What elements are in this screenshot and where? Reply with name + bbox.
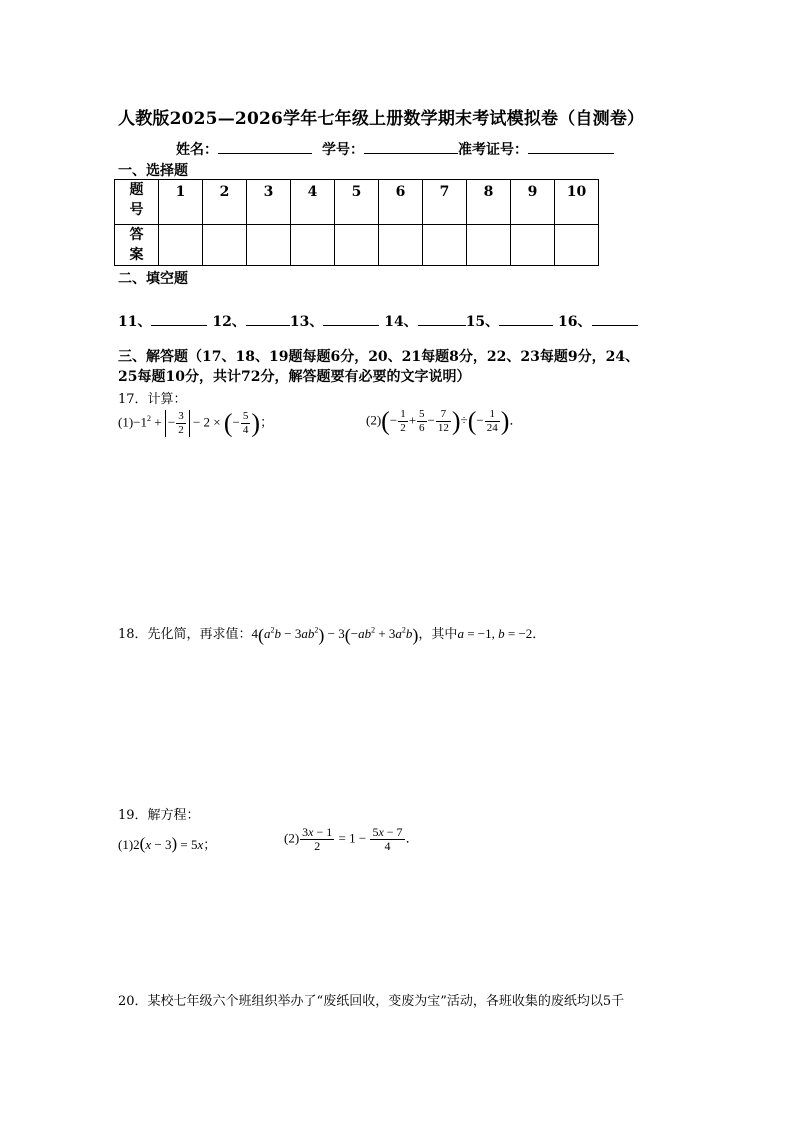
name-blank[interactable] [218, 139, 312, 154]
q17-label: 17．计算： [118, 392, 187, 407]
q19-label: 19．解方程： [118, 808, 200, 823]
fill-label-12: 12、 [212, 314, 246, 330]
fill-blank-11[interactable] [151, 313, 207, 326]
page-title: 人教版2025—2026学年七年级上册数学期末考试模拟卷（自测卷） [118, 109, 645, 129]
answer-cell[interactable] [247, 225, 291, 266]
fill-label-14: 14、 [384, 314, 418, 330]
q17-part2: (2)(− $\frac{1}{2}$ + $\frac{5}{6}$ − $\frac{7}{12}$ )÷(− $\frac{1}{24}$ )． [366, 406, 523, 436]
number-cell: 8 [467, 180, 511, 225]
section-solve-heading-line1: 三、解答题（17、18、19题每题6分，20、21每题8分，22、23每题9分，24、 [118, 349, 640, 365]
id-field [322, 139, 614, 159]
fill-blank-16[interactable] [592, 313, 638, 326]
number-cell: 2 [203, 180, 247, 225]
number-cell: 7 [423, 180, 467, 225]
answer-cell[interactable] [335, 225, 379, 266]
header-cell-number: 题 号 [115, 180, 159, 225]
number-cell: 5 [335, 180, 379, 225]
answer-table [114, 179, 599, 266]
name-label: 姓名： [176, 142, 218, 158]
id-label: 学号： [322, 142, 364, 158]
fill-blank-14[interactable] [418, 313, 466, 326]
answer-cell[interactable] [159, 225, 203, 266]
exam-label: 准考证号： [458, 142, 528, 158]
number-cell: 1 [159, 180, 203, 225]
name-field [176, 139, 312, 159]
q19-part1: (1)2(x − 3) = 5x； [118, 834, 217, 853]
q19-part2: (2) $\frac{3x - 1}{2}$ = 1 − $\frac{5x - 7}{4}$ ． [284, 825, 419, 853]
fill-label-13: 13、 [289, 314, 324, 330]
number-cell: 6 [379, 180, 423, 225]
fill-blank-13[interactable] [323, 313, 379, 326]
section-solve-heading-line2: 25每题10分，共计72分，解答题要有必要的文字说明） [118, 369, 471, 385]
answer-cell[interactable] [203, 225, 247, 266]
fill-blank-12[interactable] [246, 313, 290, 326]
number-cell: 10 [555, 180, 599, 225]
answer-cell[interactable] [379, 225, 423, 266]
answer-cell[interactable] [291, 225, 335, 266]
exam-blank[interactable] [528, 139, 614, 154]
answer-cell[interactable] [511, 225, 555, 266]
answer-cell[interactable] [423, 225, 467, 266]
answer-cell[interactable] [467, 225, 511, 266]
fill-blank-row [118, 311, 638, 331]
q17-part1: $(1)-1^2$ + − $\frac{3}{2}$ − 2 × (− $\frac{5}{4}$ )； [118, 408, 274, 438]
answer-cell[interactable] [555, 225, 599, 266]
q18-text: 18．先化简，再求值：$4(a^2b - 3ab^2) - 3(-ab^2 + 3a^2b)$，其中a = −1, b = −2． [118, 625, 546, 645]
number-cell: 3 [247, 180, 291, 225]
number-cell: 9 [511, 180, 555, 225]
id-blank[interactable] [364, 139, 458, 154]
fill-label-15: 15、 [465, 314, 500, 330]
fill-blank-15[interactable] [499, 313, 553, 326]
q20-text: 20．某校七年级六个班组织举办了“废纸回收，变废为宝”活动，各班收集的废纸均以5千 [118, 994, 625, 1009]
section-choice-heading: 一、选择题 [118, 163, 188, 179]
table-row-numbers [115, 180, 599, 225]
section-fill-heading: 二、填空题 [118, 271, 188, 287]
fill-label-16: 16、 [558, 314, 592, 330]
fill-label-11: 11、 [118, 314, 152, 330]
number-cell: 4 [291, 180, 335, 225]
header-cell-answer: 答 案 [115, 225, 159, 266]
table-row-answers [115, 225, 599, 266]
